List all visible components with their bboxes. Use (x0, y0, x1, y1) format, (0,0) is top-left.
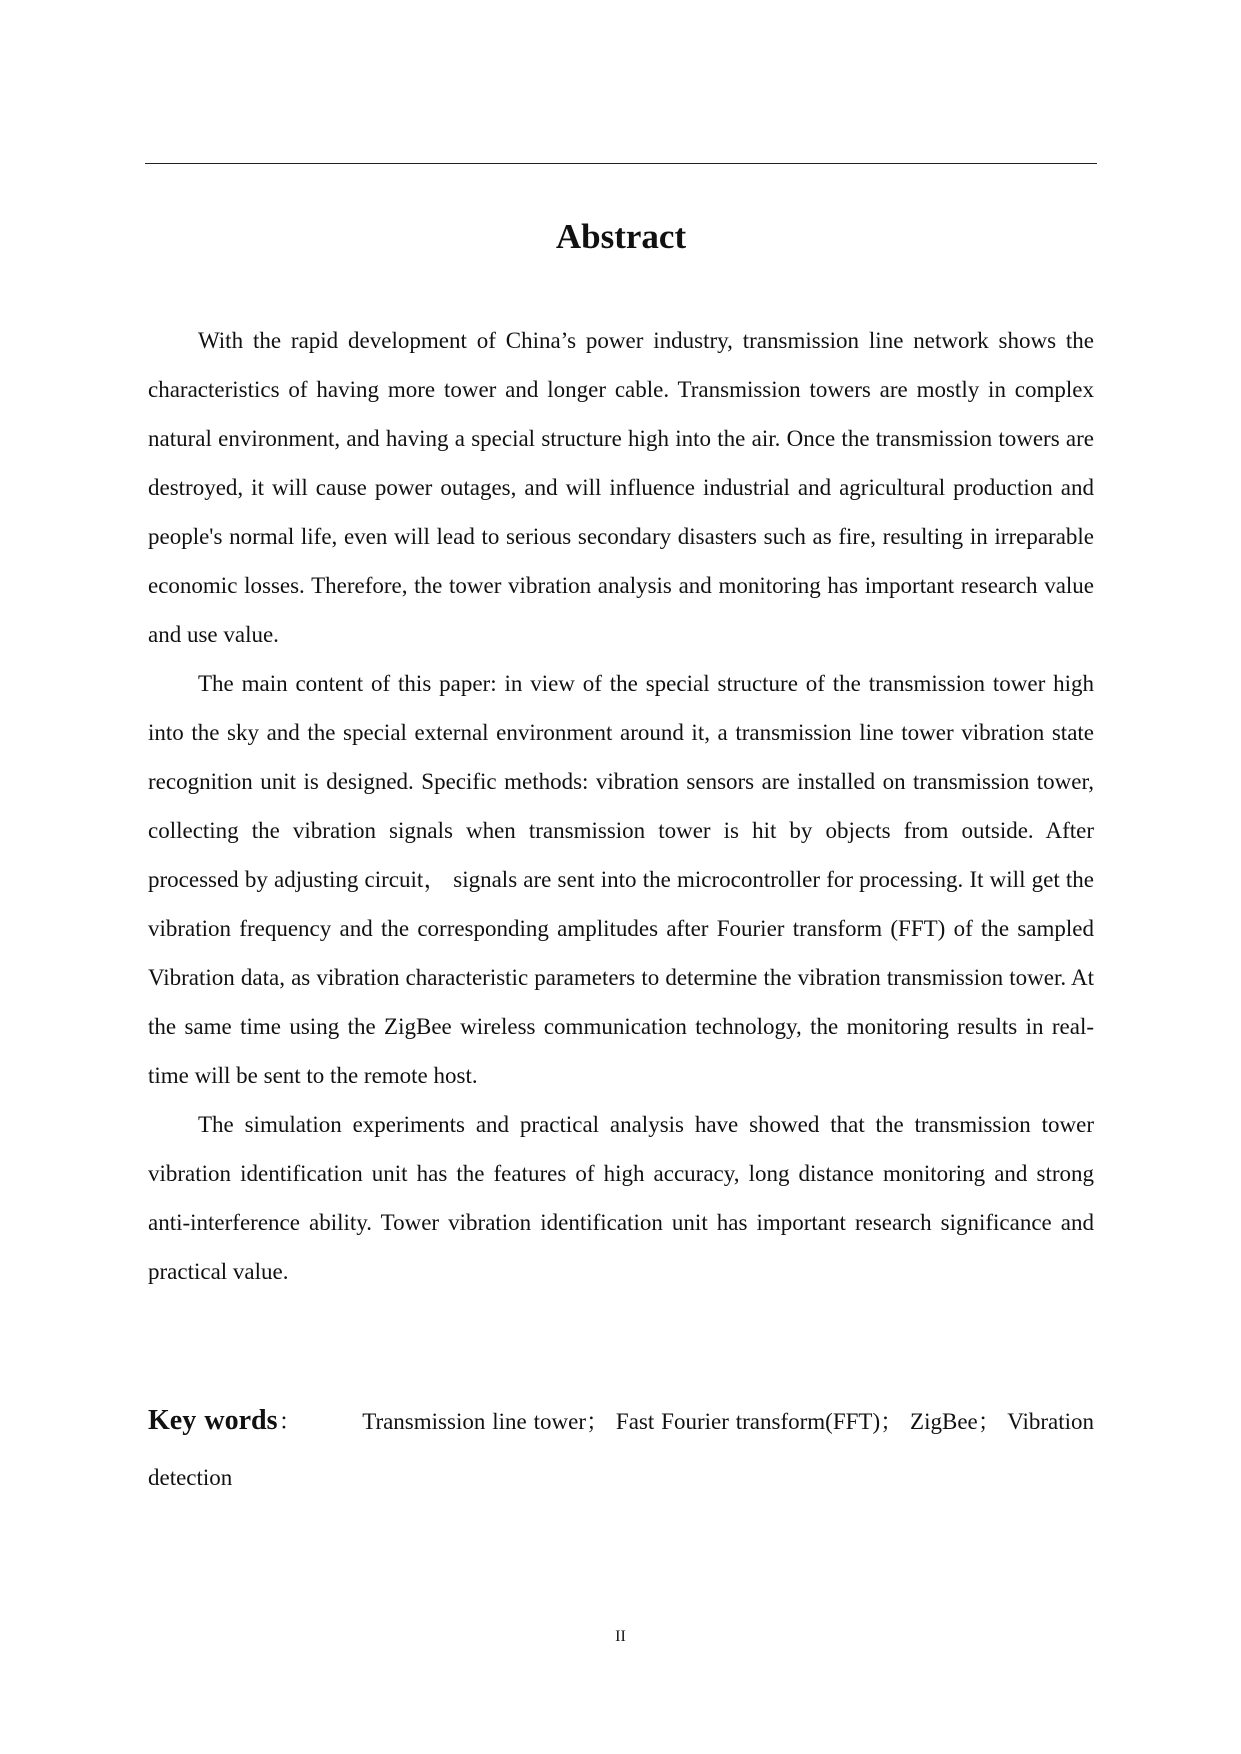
abstract-paragraph-2: The main content of this paper: in view of the special structure of the transmission tower high into the sky and the special external environment around it, a transmission line tower vibration state recognition unit is designed. Specific methods: vibration sensors are installed on transmission tower, collecting the vibration signals when transmission tower is hit by objects from outside. After processed by adjusting circuit， signals are sent into the microcontroller for processing. It will get the vibration frequency and the corresponding amplitudes after Fourier transform (FFT) of the sampled Vibration data, as vibration characteristic parameters to determine the vibration transmission tower. At the same time using the ZigBee wireless communication technology, the monitoring results in real-time will be sent to the remote host. (148, 671, 1094, 1088)
abstract-paragraph-1: With the rapid development of China’s power industry, transmission line network shows the characteristics of having more tower and longer cable. Transmission towers are mostly in complex natural environment, and having a special structure high into the air. Once the transmission towers are destroyed, it will cause power outages, and will influence industrial and agricultural production and people's normal life, even will lead to serious secondary disasters such as fire, resulting in irreparable economic losses. Therefore, the tower vibration analysis and monitoring has important research value and use value. (148, 328, 1094, 647)
abstract-paragraph-3: The simulation experiments and practical analysis have showed that the transmission tower vibration identification unit has the features of high accuracy, long distance monitoring and strong anti-interference ability. Tower vibration identification unit has important research significance and practical value. (148, 1112, 1094, 1284)
keyword-item: ZigBee； (910, 1409, 1001, 1434)
keywords-label-colon: ： (277, 1409, 303, 1434)
keyword-item: Vibration detection (148, 1409, 1095, 1490)
keyword-item: Fast Fourier transform(FFT)； (615, 1409, 904, 1434)
page-title: Abstract (555, 217, 687, 256)
page-number: II (615, 1628, 626, 1645)
keywords-label: Key words (148, 1405, 278, 1436)
keyword-item: Transmission line tower； (362, 1409, 609, 1434)
header-rule (145, 163, 1097, 164)
keywords-section (148, 1393, 1094, 1506)
abstract-body (148, 316, 1094, 1296)
